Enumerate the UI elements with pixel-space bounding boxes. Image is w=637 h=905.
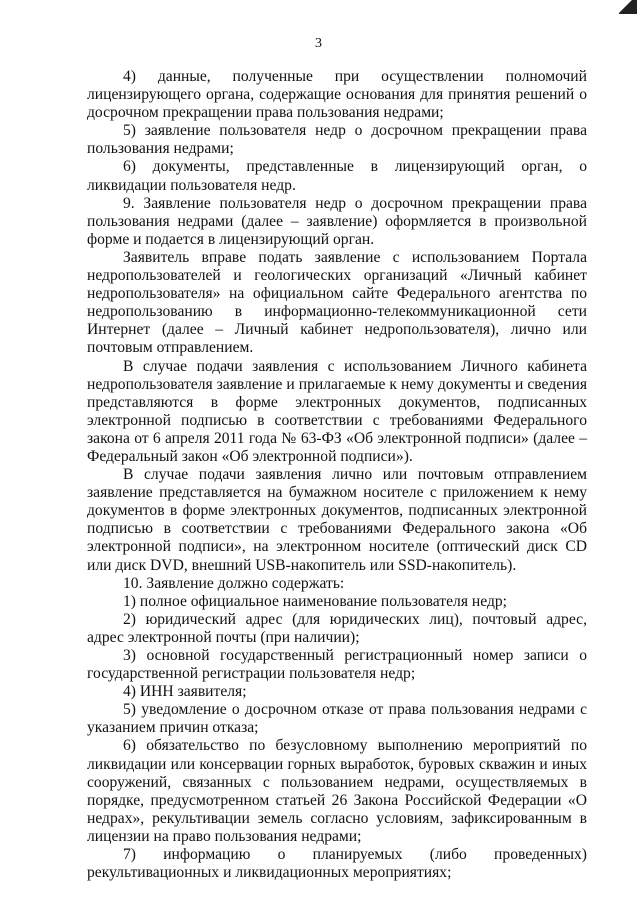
paragraph-submission-methods: Заявитель вправе подать заявление с использованием Портала недропользователей и геологических организаций «Личный кабинет недропользователя» на официальном сайте Федерального агентства по недропользованию в информационно-телекоммуникационной сети Интернет (далее – Личный кабинет недропользователя), лично или почтовым отправлением. xyxy=(87,248,587,357)
paragraph-requirement-1: 1) полное официальное наименование пользователя недр; xyxy=(123,592,508,610)
paragraph-requirement-5: 5) уведомление о досрочном отказе от права пользования недрами с указанием причин отказа; xyxy=(87,701,587,737)
paragraph-clause-9: 9. Заявление пользователя недр о досрочном прекращении права пользования недрами (далее – заявление) оформляется в произвольной форме и подается в лицензирующий орган. xyxy=(87,194,587,248)
scan-corner-mark xyxy=(619,0,637,14)
paragraph-item-6: 6) документы, представленные в лицензирующий орган, о ликвидации пользователя недр. xyxy=(87,158,587,194)
document-body xyxy=(87,68,587,882)
paragraph-requirement-6: 6) обязательство по безусловному выполнению мероприятий по ликвидации или консервации горных выработок, буровых скважин и иных сооружений, связанных с пользованием недрами, осуществляемых в порядке, предусмотренном статьей 26 Закона Российской Федерации «О недрах», рекультивации земель согласно условиям, зафиксированным в лицензии на право пользования недрами; xyxy=(87,737,587,845)
paragraph-paper-submission: В случае подачи заявления лично или почтовым отправлением заявление представляется на бумажном носителе с приложением к нему документов в форме электронных документов, подписанных электронной подписью в соответствии с требованиями Федерального закона «Об электронной подписи», на электронном носителе (оптический диск CD или диск DVD, внешний USB-накопитель или SSD-накопитель). xyxy=(87,466,587,574)
paragraph-requirement-7: 7) информацию о планируемых (либо проведенных) рекультивационных и ликвидационных мероприятиях; xyxy=(87,846,587,882)
paragraph-electronic-submission: В случае подачи заявления с использованием Личного кабинета недропользователя заявление и прилагаемые к нему документы и сведения представляются в форме электронных документов, подписанных электронной подписью в соответствии с требованиями Федерального закона от 6 апреля 2011 года № 63-ФЗ «Об электронной подписи» (далее – Федеральный закон «Об электронной подписи»). xyxy=(87,357,587,465)
paragraph-clause-10: 10. Заявление должно содержать: xyxy=(123,574,345,592)
paragraph-requirement-4: 4) ИНН заявителя; xyxy=(123,683,247,701)
page-number: 3 xyxy=(315,36,322,51)
paragraph-requirement-3: 3) основной государственный регистрационный номер записи о государственной регистрации пользователя недр; xyxy=(87,647,587,683)
paragraph-requirement-2: 2) юридический адрес (для юридических лиц), почтовый адрес, адрес электронной почты (при наличии); xyxy=(87,610,587,646)
paragraph-item-4: 4) данные, полученные при осуществлении полномочий лицензирующего органа, содержащие основания для принятия решений о досрочном прекращении права пользования недрами; xyxy=(87,68,587,122)
paragraph-item-5: 5) заявление пользователя недр о досрочном прекращении права пользования недрами; xyxy=(87,122,587,158)
